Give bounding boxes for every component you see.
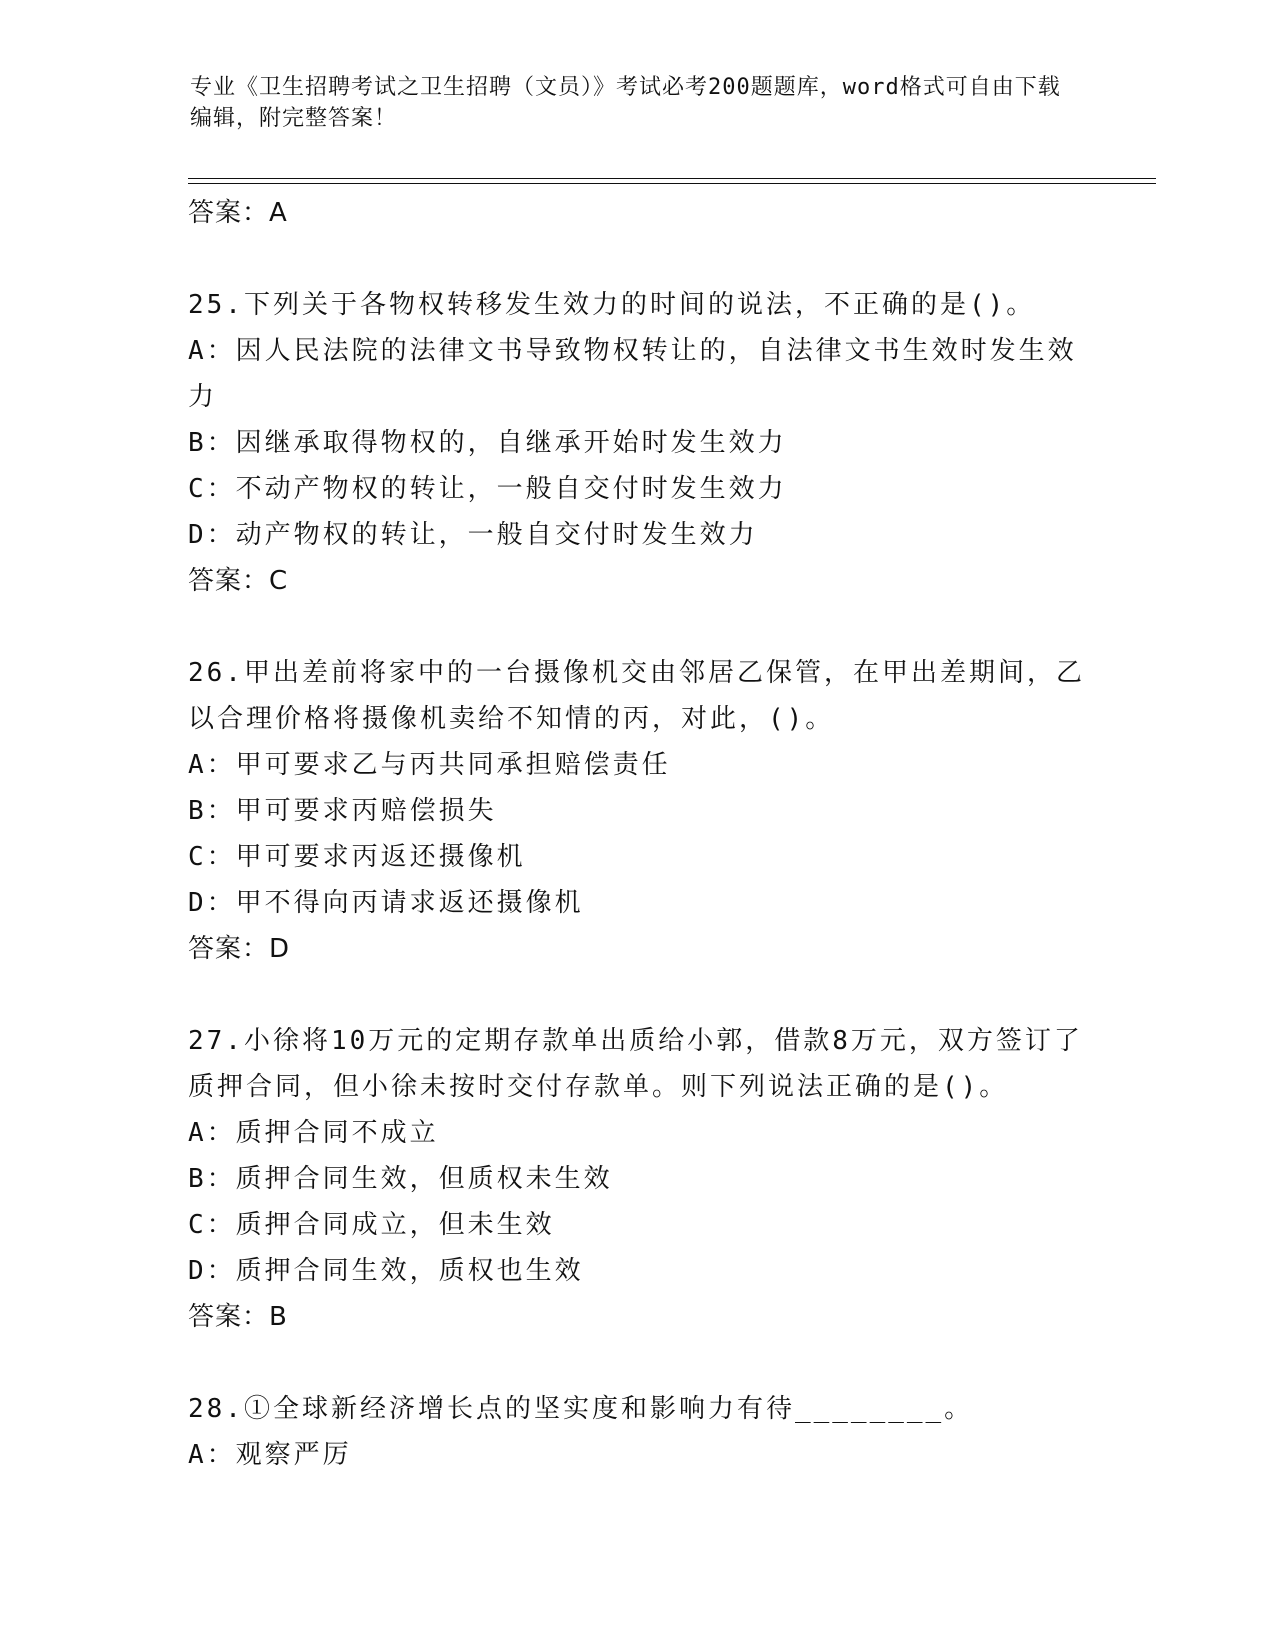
question-27 [188, 1018, 1088, 1340]
option-d: D：动产物权的转让，一般自交付时发生效力 [188, 520, 758, 550]
option-c: C：质押合同成立，但未生效 [188, 1210, 555, 1240]
question-text: 27.小徐将10万元的定期存款单出质给小郭，借款8万元，双方签订了质押合同，但小徐未按时交付存款单。则下列说法正确的是()。 [188, 1026, 1083, 1102]
option-b: B：质押合同生效，但质权未生效 [188, 1164, 613, 1194]
question-25 [188, 282, 1088, 604]
question-text: 26.甲出差前将家中的一台摄像机交由邻居乙保管，在甲出差期间，乙以合理价格将摄像机卖给不知情的丙，对此，()。 [188, 658, 1085, 734]
question-28 [188, 1386, 1088, 1478]
header-divider-top [188, 178, 1156, 179]
option-c: C：不动产物权的转让，一般自交付时发生效力 [188, 474, 787, 504]
answer-line: 答案：B [188, 1302, 288, 1332]
option-c: C：甲可要求丙返还摄像机 [188, 842, 526, 872]
question-26 [188, 650, 1088, 972]
question-list [188, 190, 1088, 1478]
option-d: D：质押合同生效，质权也生效 [188, 1256, 584, 1286]
document-header: 专业《卫生招聘考试之卫生招聘（文员）》考试必考200题题库，word格式可自由下载编辑，附完整答案！ [190, 75, 1061, 131]
answer-line: 答案：A [188, 198, 288, 228]
option-b: B：因继承取得物权的，自继承开始时发生效力 [188, 428, 787, 458]
answer-line: 答案：D [188, 934, 291, 964]
header-divider-bottom [188, 183, 1156, 184]
question-text: 25.下列关于各物权转移发生效力的时间的说法，不正确的是()。 [188, 290, 1036, 320]
option-a: A：观察严厉 [188, 1440, 352, 1470]
option-a: A：质押合同不成立 [188, 1118, 439, 1148]
option-a: A：甲可要求乙与丙共同承担赔偿责任 [188, 750, 671, 780]
option-a: A：因人民法院的法律文书导致物权转让的，自法律文书生效时发生效力 [188, 336, 1077, 412]
question-text: 28.①全球新经济增长点的坚实度和影响力有待________。 [188, 1394, 974, 1424]
option-b: B：甲可要求丙赔偿损失 [188, 796, 497, 826]
answer-line: 答案：C [188, 566, 289, 596]
option-d: D：甲不得向丙请求返还摄像机 [188, 888, 584, 918]
